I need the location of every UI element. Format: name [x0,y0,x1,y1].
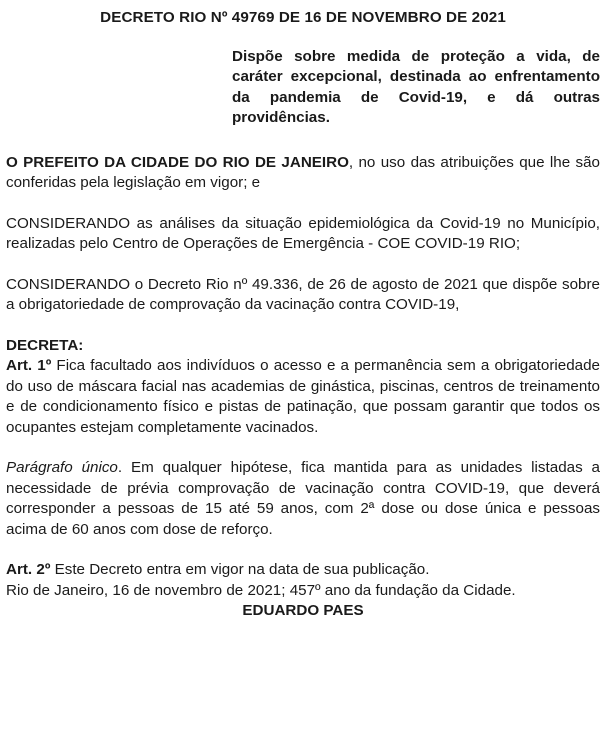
article-1 [6,356,600,438]
article-1-text: Fica facultado aos indivíduos o acesso e a permanência sem a obrigatoriedade do uso de máscara facial nas academias de ginástica, piscinas, centros de treinamento e de condicionamento físico e pistas de patinação, que possam garantir que todos os ocupantes estejam completamente vacinados. [6,357,600,436]
considering-clause-2: CONSIDERANDO o Decreto Rio nº 49.336, de 26 de agosto de 2021 que dispõe sobre a obrigatoriedade de comprovação da vacinação contra COVID-19, [6,275,600,313]
decree-summary: Dispõe sobre medida de proteção a vida, de caráter excepcional, destinada ao enfrentamento da pandemia de Covid-19, e dá outras providências. [232,47,600,126]
considering-clause-1: CONSIDERANDO as análises da situação epidemiológica da Covid-19 no Município, realizadas pelo Centro de Operações de Emergência - COE COVID-19 RIO; [6,214,600,252]
sole-paragraph [6,458,600,540]
preamble-text: , no uso das atribuições que lhe são conferidas pela legislação em vigor; e [6,153,600,191]
decree-title: DECRETO RIO Nº 49769 DE 16 DE NOVEMBRO DE 2021 [100,9,506,26]
decree-document [6,8,600,622]
place-and-date: Rio de Janeiro, 16 de novembro de 2021; 457º ano da fundação da Cidade. [6,581,516,599]
preamble-authority: O PREFEITO DA CIDADE DO RIO DE JANEIRO [6,153,349,171]
sole-paragraph-label: Parágrafo único [6,459,118,476]
sole-paragraph-text: . Em qualquer hipótese, fica mantida para as unidades listadas a necessidade de prévia comprovação de vacinação contra COVID-19, que deverá corresponder a pessoas de 15 até 59 anos, com 2ª dose ou dose única e pessoas acima de 60 anos com dose de reforço. [6,459,600,538]
decrees-heading: DECRETA: [6,336,84,354]
preamble [6,153,600,194]
article-2-text: Este Decreto entra em vigor na data de sua publicação. [50,561,430,578]
article-1-label: Art. 1º [6,357,52,374]
article-2-label: Art. 2º [6,561,51,578]
signature: EDUARDO PAES [242,602,364,619]
article-2 [6,560,600,581]
